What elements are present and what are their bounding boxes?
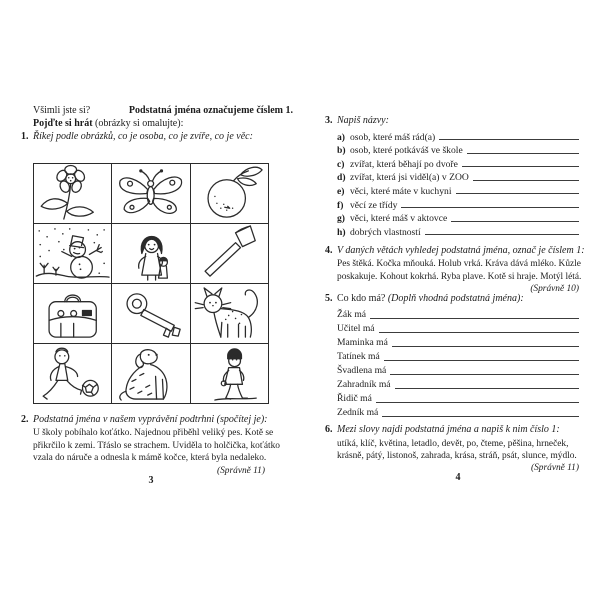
school-bag-image [34,284,111,343]
task5 [325,292,579,419]
task6-number: 6. [325,424,333,435]
task5-row: Švadlena má [337,363,579,377]
task5-row: Zahradník má [337,377,579,391]
task3-list [337,129,579,238]
grid-cell-cat [191,284,269,344]
grid-cell-school-bag [34,284,112,344]
task3-number: 3. [325,115,333,126]
grid-cell-flower [34,164,112,224]
fill-in-line [379,332,579,333]
task5-row: Žák má [337,307,579,321]
fill-in-line [425,234,579,235]
task2-answer-note: (Správně 11) [217,465,265,476]
walking-boy-image [191,344,268,403]
task5-question: Co kdo má? [337,293,386,304]
task1 [21,130,293,143]
play-prompt [21,117,293,130]
grid-cell-dog [112,344,190,404]
fill-in-line [392,346,579,347]
grid-cell-axe [191,224,269,284]
orange-image [191,164,268,223]
cat-image [191,284,268,343]
task5-number: 5. [325,293,333,304]
grid-cell-girl-with-doll [112,224,190,284]
task3-item: g) věci, které máš v aktovce [337,211,579,225]
page-left [21,104,293,486]
task4 [325,245,585,295]
task6 [325,424,579,474]
task5-row: Zedník má [337,405,579,419]
page-number-left: 3 [148,475,154,486]
task3-item: e) věci, které máte v kuchyni [337,183,579,197]
task5-row: Maminka má [337,335,579,349]
task2-number: 2. [21,414,29,425]
task3-item: h) dobrých vlastností [337,224,579,238]
fill-in-line [439,139,579,140]
play-prompt-rest: (obrázky si omalujte): [92,118,184,129]
fill-in-line [376,402,579,403]
task4-answer-note: (Správně 10) [530,284,579,295]
page-heading [21,104,293,117]
task3-item: d) zvířat, která jsi viděl(a) v ZOO [337,170,579,184]
grid-cell-key [112,284,190,344]
task3-item: c) zvířat, která běhají po dvoře [337,156,579,170]
butterfly-image [112,164,189,223]
grid-cell-butterfly [112,164,190,224]
task3 [325,115,389,126]
grid-cell-snowman [34,224,112,284]
girl-with-doll-image [112,224,189,283]
task5-instruction: (Doplň vhodná podstatná jména): [387,293,524,304]
axe-image [191,224,268,283]
grid-cell-orange [191,164,269,224]
task3-item: a) osob, které máš rád(a) [337,129,579,143]
fill-in-line [395,388,579,389]
task5-row: Tatínek má [337,349,579,363]
fill-in-line [456,193,580,194]
fill-in-line [382,416,579,417]
task5-row: Učitel má [337,321,579,335]
fill-in-line [467,153,579,154]
dog-image [112,344,189,403]
rule-heading: Podstatná jména označujeme číslem 1. [128,105,293,116]
task3-item: f) věcí ze třídy [337,197,579,211]
fill-in-line [473,180,579,181]
task5-row: Řidič má [337,391,579,405]
task6-words: utíká, klíč, květina, letadlo, devět, po, čteme, pěšina, hrneček, krásně, pátý, listonoš, zahrada, krása, stráň, psát, slunce, mýdlo. [337,438,577,461]
fill-in-line [390,374,579,375]
picture-grid [33,163,269,404]
task6-answer-note: (Správně 11) [531,463,579,474]
task6-instruction: Mezi slovy najdi podstatná jména a napiš k nim číslo 1: [337,424,560,435]
play-prompt-bold: Pojďte si hrát [33,118,93,129]
fill-in-line [370,318,579,319]
grid-cell-boy-with-ball [34,344,112,404]
task3-instruction: Napiš názvy: [337,115,389,126]
task1-number: 1. [21,131,29,142]
task4-instruction: V daných větách vyhledej podstatná jména, označ je číslem 1: [337,245,585,256]
task4-number: 4. [325,245,333,256]
task2-instruction: Podstatná jména v našem vyprávění podtrhni (spočítej je): [33,414,268,425]
fill-in-line [462,166,579,167]
task1-instruction: Říkej podle obrázků, co je osoba, co je zvíře, co je věc: [33,131,253,142]
task5-list [337,307,579,419]
task4-sentences: Pes štěká. Kočka mňouká. Holub vrká. Kráva dává mléko. Kůzle poskakuje. Kohout kokrhá. Ryba plave. Kotě si hraje. Motýl létá. [337,259,582,282]
task2 [21,414,293,477]
fill-in-line [384,360,579,361]
fill-in-line [401,207,579,208]
grid-cell-walking-boy [191,344,269,404]
boy-with-ball-image [34,344,111,403]
task2-story: U školy pobíhalo koťátko. Najednou přiběhl veliký pes. Kotě se přikrčilo k zemi. Třáslo se strachem. Uviděla to holčička, koťátko vzala do náruče a odnesla k mámě kočce, která byla nedaleko. [33,428,280,464]
intro-question: Všimli jste si? [33,105,91,116]
page-number-right: 4 [455,472,461,483]
key-image [112,284,189,343]
snowman-image [34,224,111,283]
fill-in-line [451,221,579,222]
flower-image [34,164,111,223]
task3-item: b) osob, které potkáváš ve škole [337,143,579,157]
